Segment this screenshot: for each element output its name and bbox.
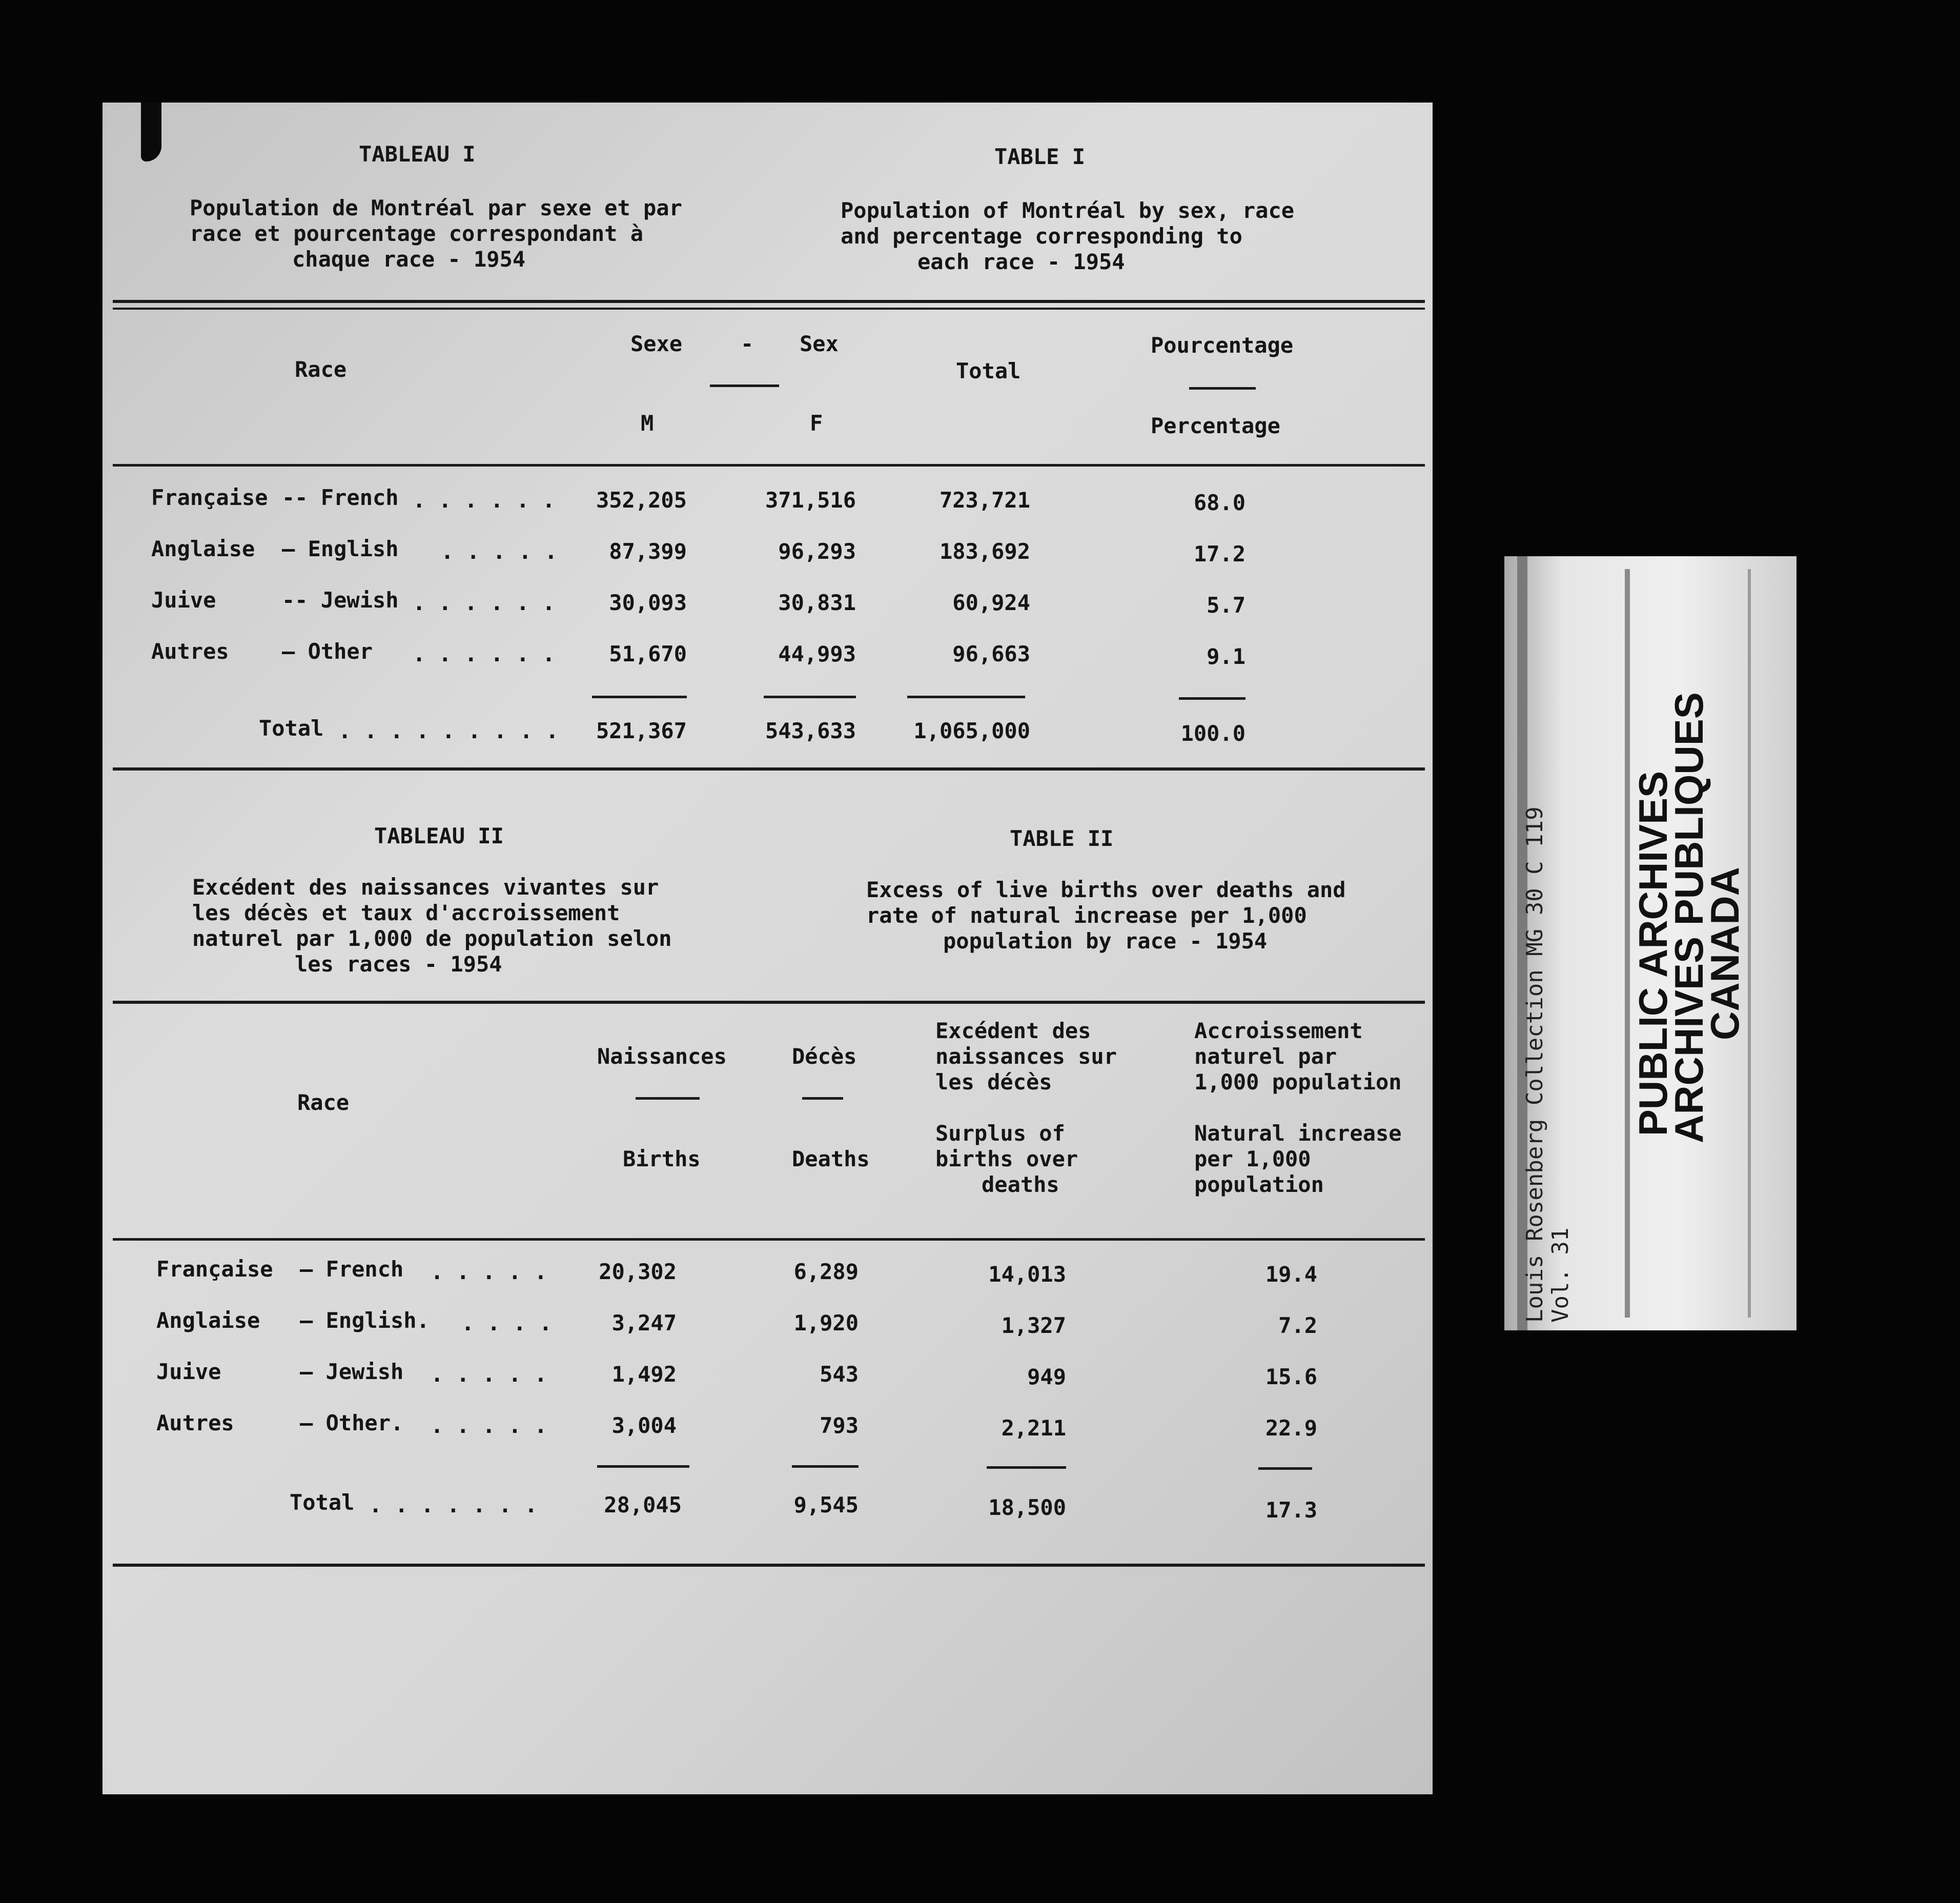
row-births: 1,492	[611, 1362, 677, 1387]
table2-surplus-header: deaths	[982, 1172, 1059, 1197]
table2-surplus-header: Surplus of	[935, 1121, 1065, 1146]
table2-fr-title: TABLEAU II	[374, 823, 504, 848]
total-label: Total	[259, 716, 324, 741]
table2-en-title: TABLE II	[1010, 826, 1114, 851]
table2-accroissement-header: naturel par	[1194, 1044, 1337, 1069]
sum-line	[764, 696, 856, 698]
table1-race-header: Race	[295, 357, 347, 382]
table2-excedent-header: Excédent des	[935, 1018, 1091, 1043]
row-en-label: -- French	[282, 485, 399, 510]
row-total: 60,924	[952, 590, 1030, 615]
table1-percentage-header: Percentage	[1151, 413, 1280, 438]
row-surplus: 1,327	[1001, 1313, 1066, 1338]
row-dots: . . . . .	[431, 1413, 547, 1438]
archive-line: ARCHIVES PUBLIQUES	[1666, 692, 1711, 1143]
row-deaths: 6,289	[793, 1259, 859, 1284]
row-dots: . . . . . .	[413, 590, 556, 615]
row-surplus: 14,013	[988, 1262, 1066, 1287]
table2-births-header: Births	[623, 1146, 701, 1171]
row-fr-label: Française	[156, 1257, 273, 1282]
table2-natural-header: Natural increase	[1194, 1121, 1402, 1146]
total-births: 28,045	[604, 1492, 682, 1517]
row-rate: 15.6	[1265, 1364, 1317, 1389]
row-en-label: — Other.	[300, 1410, 404, 1435]
table2-naissances-header: Naissances	[597, 1044, 727, 1069]
row-m: 51,670	[609, 641, 687, 666]
total-surplus: 18,500	[988, 1495, 1066, 1520]
total-f: 543,633	[765, 718, 856, 743]
table1-en-caption-line: each race - 1954	[917, 249, 1125, 274]
row-f: 30,831	[778, 590, 856, 615]
table2-race-header: Race	[297, 1090, 350, 1115]
row-dots: . . . . .	[431, 1259, 547, 1284]
table2-en-caption-line: rate of natural increase per 1,000	[866, 903, 1307, 928]
table2-excedent-header: naissances sur	[935, 1044, 1117, 1069]
sum-line	[792, 1465, 859, 1468]
table2-top-rule	[113, 1001, 1425, 1004]
header-dash-line	[710, 384, 779, 387]
row-births: 20,302	[599, 1259, 677, 1284]
table2-surplus-header: births over	[935, 1146, 1078, 1171]
table2-accroissement-header: 1,000 population	[1194, 1069, 1402, 1095]
table1-sexe-header: Sexe	[630, 331, 683, 356]
row-f: 96,293	[778, 539, 856, 564]
table2-excedent-header: les décès	[935, 1069, 1052, 1095]
row-total: 96,663	[952, 641, 1030, 666]
bottom-rule	[113, 1564, 1425, 1567]
table2-fr-caption-line: les races - 1954	[295, 952, 502, 977]
row-m: 87,399	[609, 539, 687, 564]
sum-line	[987, 1466, 1066, 1469]
sum-line	[1258, 1467, 1312, 1470]
row-pct: 9.1	[1207, 644, 1246, 669]
table2-fr-caption-line: Excédent des naissances vivantes sur	[192, 875, 659, 900]
row-pct: 68.0	[1193, 490, 1246, 515]
row-f: 44,993	[778, 641, 856, 666]
row-pct: 17.2	[1193, 541, 1246, 566]
row-fr-label: Juive	[156, 1359, 221, 1384]
table1-en-caption-line: and percentage corresponding to	[841, 224, 1242, 249]
total-dots: . . . . . . .	[369, 1492, 538, 1517]
row-deaths: 1,920	[793, 1310, 859, 1335]
row-surplus: 2,211	[1001, 1415, 1066, 1441]
sum-line	[1179, 697, 1246, 700]
row-deaths: 793	[820, 1413, 859, 1438]
table1-m-header: M	[641, 411, 654, 436]
row-dots: . . . . .	[441, 539, 558, 564]
table1-fr-title: TABLEAU I	[359, 141, 476, 167]
table1-fr-caption-line: Population de Montréal par sexe et par	[190, 195, 682, 220]
row-dots: . . . .	[461, 1310, 553, 1335]
archive-line: PUBLIC ARCHIVES	[1630, 771, 1676, 1137]
row-fr-label: Juive	[151, 588, 216, 613]
table1-en-caption-line: Population of Montréal by sex, race	[841, 198, 1295, 223]
row-births: 3,247	[611, 1310, 677, 1335]
top-rule	[113, 300, 1425, 303]
archive-stamp	[1630, 692, 1747, 1143]
row-m: 352,205	[596, 488, 687, 513]
table2-deces-header: Décès	[792, 1044, 857, 1069]
table2-fr-caption-line: les décès et taux d'accroissement	[192, 900, 620, 925]
header-dash-line	[802, 1097, 843, 1100]
row-en-label: -- Jewish	[282, 588, 399, 613]
row-deaths: 543	[820, 1362, 859, 1387]
row-fr-label: Autres	[151, 639, 229, 664]
sum-line	[907, 696, 1025, 698]
row-m: 30,093	[609, 590, 687, 615]
row-dots: . . . . . .	[413, 488, 556, 513]
table1-total-header: Total	[956, 358, 1021, 383]
table2-natural-header: per 1,000	[1194, 1146, 1311, 1171]
archive-line: CANADA	[1702, 867, 1747, 1040]
row-en-label: — English.	[300, 1308, 430, 1333]
total-label: Total	[290, 1490, 355, 1515]
table1-fr-caption-line: chaque race - 1954	[292, 247, 526, 272]
table2-en-caption-line: population by race - 1954	[943, 928, 1268, 954]
table2-natural-header: population	[1194, 1172, 1324, 1197]
sum-line	[597, 1465, 689, 1468]
table1-f-header: F	[810, 411, 823, 436]
row-total: 183,692	[939, 539, 1030, 564]
row-dots: . . . . .	[431, 1362, 547, 1387]
collection-text: Louis Rosenberg Collection MG 30 C 119	[1522, 806, 1548, 1323]
table2-en-caption-line: Excess of live births over deaths and	[866, 877, 1346, 902]
table1-sex-header: Sex	[800, 331, 839, 356]
top-rule-2	[113, 308, 1425, 310]
row-en-label: — English	[282, 536, 399, 561]
row-fr-label: Anglaise	[151, 536, 255, 561]
total-total: 1,065,000	[913, 718, 1030, 743]
film-mark	[141, 103, 161, 161]
row-pct: 5.7	[1207, 593, 1246, 618]
volume-text: Vol. 31	[1547, 1227, 1574, 1323]
row-f: 371,516	[765, 488, 856, 513]
row-rate: 22.9	[1265, 1415, 1317, 1441]
table2-fr-caption-line: naturel par 1,000 de population selon	[192, 926, 672, 951]
row-rate: 7.2	[1278, 1313, 1317, 1338]
table1-dash: -	[741, 331, 754, 356]
row-births: 3,004	[611, 1413, 677, 1438]
row-dots: . . . . . .	[413, 641, 556, 666]
row-fr-label: Anglaise	[156, 1308, 260, 1333]
row-en-label: — Jewish	[300, 1359, 404, 1384]
total-dots: . . . . . . . . .	[338, 718, 559, 743]
row-rate: 19.4	[1265, 1262, 1317, 1287]
document-page	[103, 103, 1433, 1794]
table2-header-rule	[113, 1238, 1425, 1241]
table1-pourcentage-header: Pourcentage	[1151, 333, 1294, 358]
total-m: 521,367	[596, 718, 687, 743]
header-dash-line	[636, 1097, 700, 1100]
table2-deaths-header: Deaths	[792, 1146, 870, 1171]
row-en-label: — Other	[282, 639, 373, 664]
table1-fr-caption-line: race et pourcentage correspondant à	[190, 221, 644, 246]
row-fr-label: Autres	[156, 1410, 234, 1435]
table1-en-title: TABLE I	[994, 144, 1086, 169]
row-surplus: 949	[1027, 1364, 1066, 1389]
header-rule	[113, 464, 1425, 467]
row-fr-label: Française	[151, 485, 268, 510]
section-rule	[113, 767, 1425, 771]
total-rate: 17.3	[1265, 1497, 1317, 1523]
sum-line	[592, 696, 687, 698]
row-total: 723,721	[939, 488, 1030, 513]
total-deaths: 9,545	[793, 1492, 859, 1517]
row-en-label: — French	[300, 1257, 404, 1282]
total-pct: 100.0	[1180, 721, 1246, 746]
header-dash-line	[1189, 387, 1256, 390]
table2-accroissement-header: Accroissement	[1194, 1018, 1363, 1043]
